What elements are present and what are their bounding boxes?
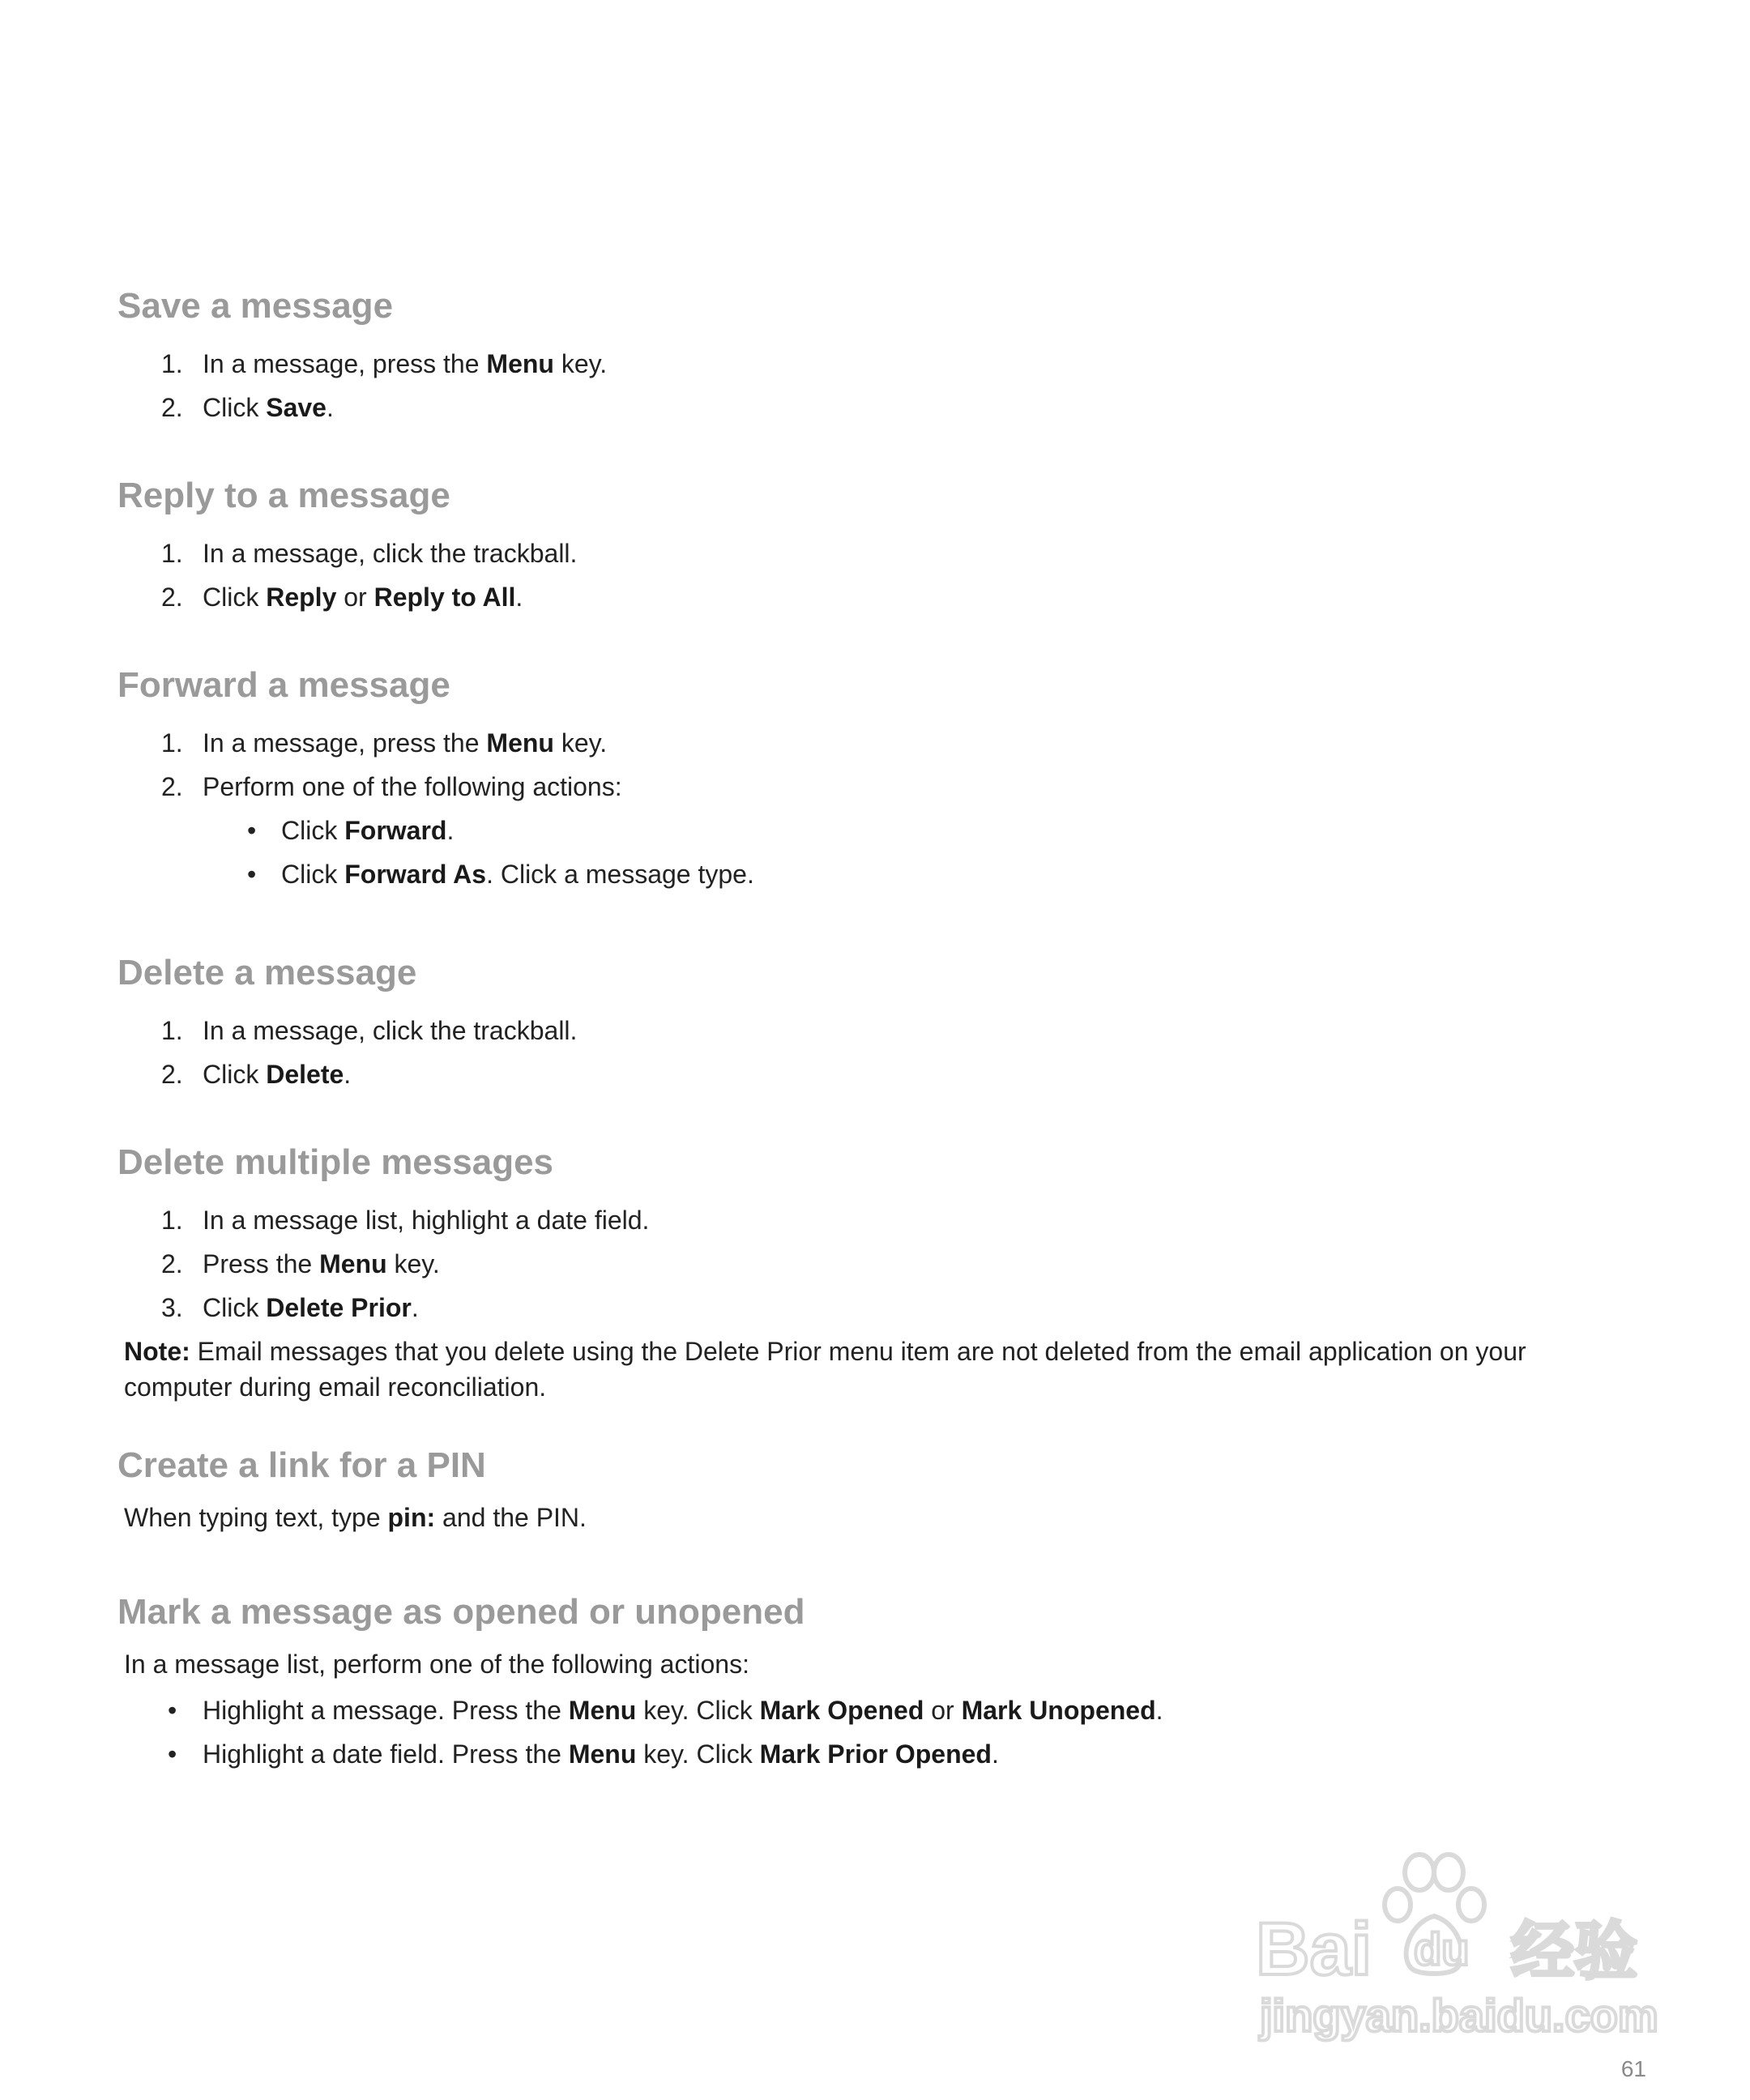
intro-paragraph: In a message list, perform one of the following actions: — [124, 1650, 749, 1679]
baidu-paw-logo-icon — [1231, 1843, 1669, 2046]
note-paragraph: Note: Email messages that you delete using the Delete Prior menu item are not deleted from the email application on your computer during email reconciliation. — [124, 1337, 1526, 1402]
svg-text:jingyan.baidu.com: jingyan.baidu.com — [1260, 1990, 1658, 2041]
list-item: 2. Perform one of the following actions: — [161, 772, 622, 801]
list-item: 1. In a message, press the Menu key. — [161, 349, 608, 378]
list-item: • Highlight a date field. Press the Menu key. Click Mark Prior Opened. — [168, 1739, 999, 1769]
list-item: 2. Click Save. — [161, 393, 334, 422]
list-item: 1. In a message, click the trackball. — [161, 539, 578, 568]
list-item: 1. In a message, click the trackball. — [161, 1016, 578, 1045]
list-item: • Highlight a message. Press the Menu key. Click Mark Opened or Mark Unopened. — [168, 1696, 1163, 1725]
section-mark-opened — [117, 1591, 1657, 1769]
svg-text:经验: 经验 — [1511, 1915, 1638, 1988]
section-heading: Save a message — [117, 286, 394, 326]
section-heading: Delete multiple messages — [117, 1142, 554, 1182]
note-label: Note: — [124, 1337, 190, 1366]
list-item: 1. In a message list, highlight a date field. — [161, 1206, 650, 1235]
paragraph: When typing text, type pin: and the PIN. — [124, 1503, 587, 1532]
section-pin-link — [117, 1445, 1657, 1532]
list-item: 2. Press the Menu key. — [161, 1249, 440, 1278]
section-delete-multiple — [117, 1142, 1657, 1402]
section-forward-message — [117, 664, 1657, 896]
section-heading: Mark a message as opened or unopened — [117, 1592, 805, 1632]
list-item: 1. In a message, press the Menu key. — [161, 728, 608, 758]
page-number: 61 — [1620, 2056, 1646, 2081]
baidu-jingyan-watermark — [1231, 1843, 1669, 2046]
list-sub-item: • Click Forward As. Click a message type. — [247, 860, 754, 889]
section-heading: Forward a message — [117, 665, 450, 705]
list-sub-item: • Click Forward. — [247, 816, 455, 845]
section-heading: Delete a message — [117, 953, 417, 992]
list-item: 2. Click Delete. — [161, 1060, 352, 1089]
section-heading: Reply to a message — [117, 476, 450, 515]
section-reply-message — [117, 475, 1657, 619]
section-heading: Create a link for a PIN — [117, 1445, 486, 1485]
svg-text:du: du — [1414, 1923, 1470, 1974]
svg-text:Bai: Bai — [1256, 1908, 1372, 1991]
section-save-message — [117, 285, 1657, 429]
list-item: 3. Click Delete Prior. — [161, 1293, 419, 1322]
section-delete-message — [117, 952, 1657, 1096]
list-item: 2. Click Reply or Reply to All. — [161, 583, 523, 612]
